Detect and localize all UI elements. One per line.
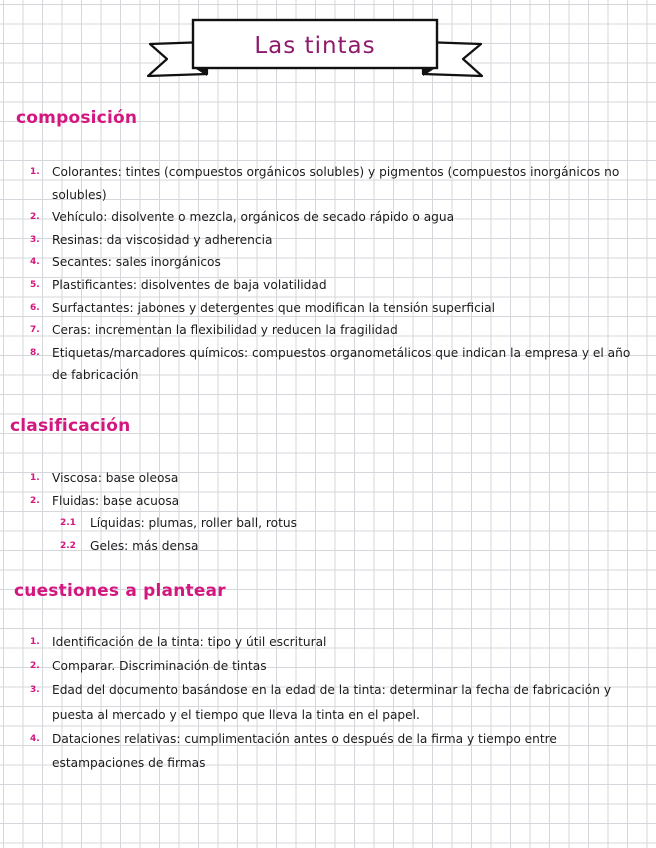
classification-list [30,467,645,557]
section-heading-composicion: composición [16,108,138,128]
list-text: Resinas: da viscosidad y adherencia [52,232,273,247]
list-text: Fluidas: base acuosa [52,493,180,508]
list-item [30,467,645,490]
list-item [30,342,645,387]
list-text: Vehículo: disolvente o mezcla, orgánicos de secado rápido o agua [52,210,455,225]
list-item [30,654,645,678]
list-text: Surfactantes: jabones y detergentes que modifican la tensión superficial [52,300,496,315]
list-item [30,490,645,513]
list-item [30,229,645,252]
list-text: Comparar. Discriminación de tintas [52,659,267,674]
list-item [30,161,645,206]
list-number: 4. [30,257,40,268]
list-number: 8. [30,347,40,358]
section-heading-clasificacion: clasificación [10,416,131,436]
list-number: 2. [30,495,40,506]
list-number: 3. [30,234,40,245]
list-subitem [30,535,645,558]
list-number: 2.1 [60,518,76,529]
list-number: 1. [30,473,40,483]
list-number: 2. [30,212,40,223]
section-heading-cuestiones: cuestiones a plantear [14,581,226,601]
list-text: Plastificantes: disolventes de baja volatilidad [52,277,327,292]
list-number: 5. [30,279,40,290]
list-text: Identificación de la tinta: tipo y útil escritural [52,635,327,649]
list-text: Geles: más densa [90,538,199,553]
list-number: 2. [30,661,40,672]
list-number: 1. [30,637,40,647]
list-number: 6. [30,302,40,313]
list-number: 1. [30,167,40,177]
list-text: Viscosa: base oleosa [52,471,179,485]
title-banner [145,14,485,84]
list-text: Dataciones relativas: cumplimentación antes o después de la firma y tiempo entre estampaciones de firmas [52,731,557,771]
list-number: 4. [30,733,40,744]
list-text: Líquidas: plumas, roller ball, rotus [90,516,297,531]
list-item [30,297,645,320]
list-text: Edad del documento basándose en la edad de la tinta: determinar la fecha de fabricación y puesta al mercado y el tiempo que lleva la tinta en el papel. [52,683,612,722]
list-text: Ceras: incrementan la flexibilidad y reducen la fragilidad [52,323,398,338]
list-item [30,678,645,726]
list-item [30,251,645,274]
list-number: 7. [30,325,40,336]
list-text: Colorantes: tintes (compuestos orgánicos solubles) y pigmentos (compuestos inorgánicos no solubles) [52,165,620,202]
list-item [30,206,645,229]
list-item [30,274,645,297]
questions-list [30,630,645,775]
list-subitem [30,512,645,535]
list-text: Etiquetas/marcadores químicos: compuestos organometálicos que indican la empresa y el año de fabricación [52,345,631,383]
list-number: 3. [30,685,40,696]
list-item [30,630,645,654]
page-title: Las tintas [254,33,376,59]
list-text: Secantes: sales inorgánicos [52,255,221,270]
composition-list [30,161,645,387]
list-item [30,727,645,775]
list-number: 2.2 [60,540,76,551]
list-item [30,319,645,342]
